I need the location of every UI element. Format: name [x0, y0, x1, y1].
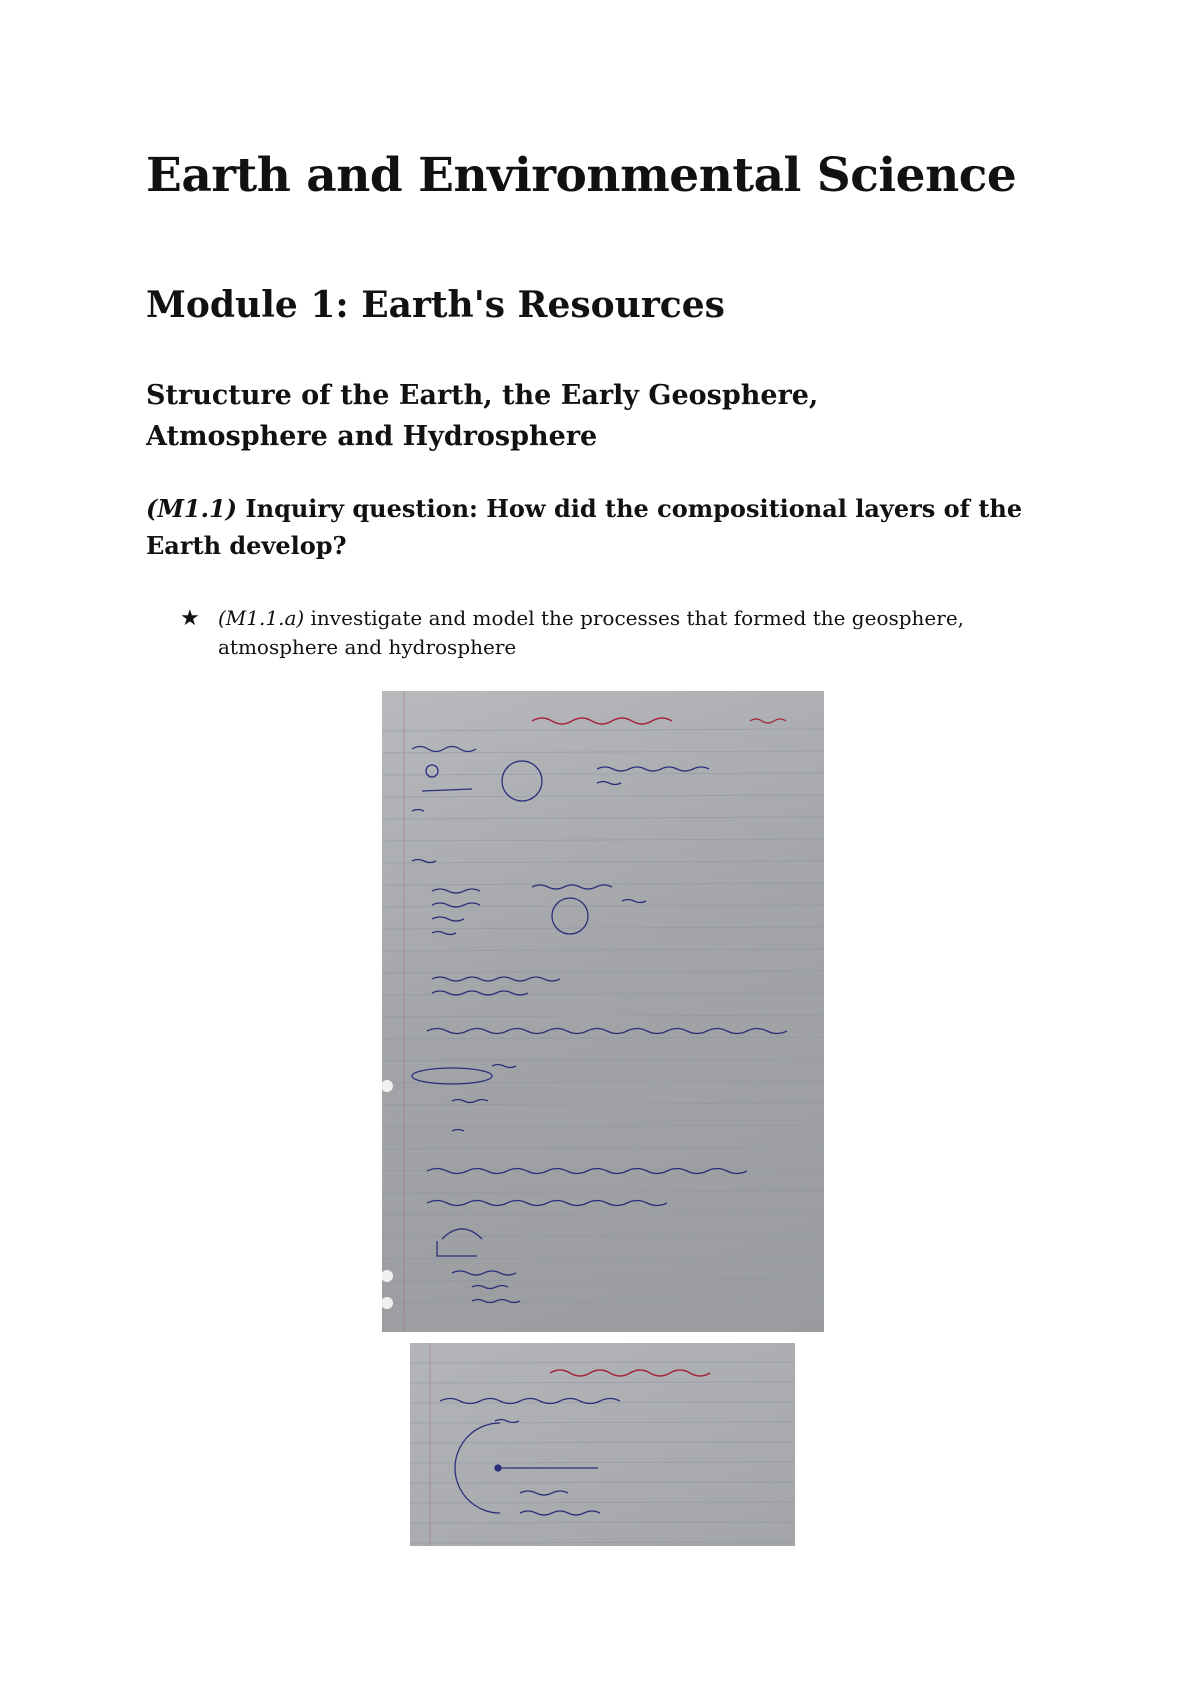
inquiry-code: (M1.1) [146, 494, 238, 523]
outcome-text: investigate and model the processes that formed the geosphere, atmosphere and hydrosphere [218, 606, 965, 659]
notes-photo-1 [382, 691, 824, 1332]
outcome-item [180, 604, 1080, 662]
handwritten-notes-photo-icon [410, 1343, 795, 1546]
handwritten-notes-photo-icon [382, 691, 824, 1332]
inquiry-question [146, 490, 1076, 564]
notes-photo-2 [410, 1343, 795, 1546]
section-title-line-1: Structure of the Earth, the Early Geosphere, [146, 380, 819, 411]
section-title-line-2: Atmosphere and Hydrosphere [146, 421, 598, 452]
outcome-code: (M1.1.a) [218, 606, 305, 630]
star-bullet-icon: ★ [180, 606, 200, 631]
inquiry-text: Inquiry question: How did the compositional layers of the Earth develop? [146, 494, 1023, 560]
module-title: Module 1: Earth's Resources [146, 284, 725, 326]
page-title: Earth and Environmental Science [146, 148, 1017, 203]
outcome-text-block [218, 604, 1080, 662]
section-title [146, 375, 946, 457]
